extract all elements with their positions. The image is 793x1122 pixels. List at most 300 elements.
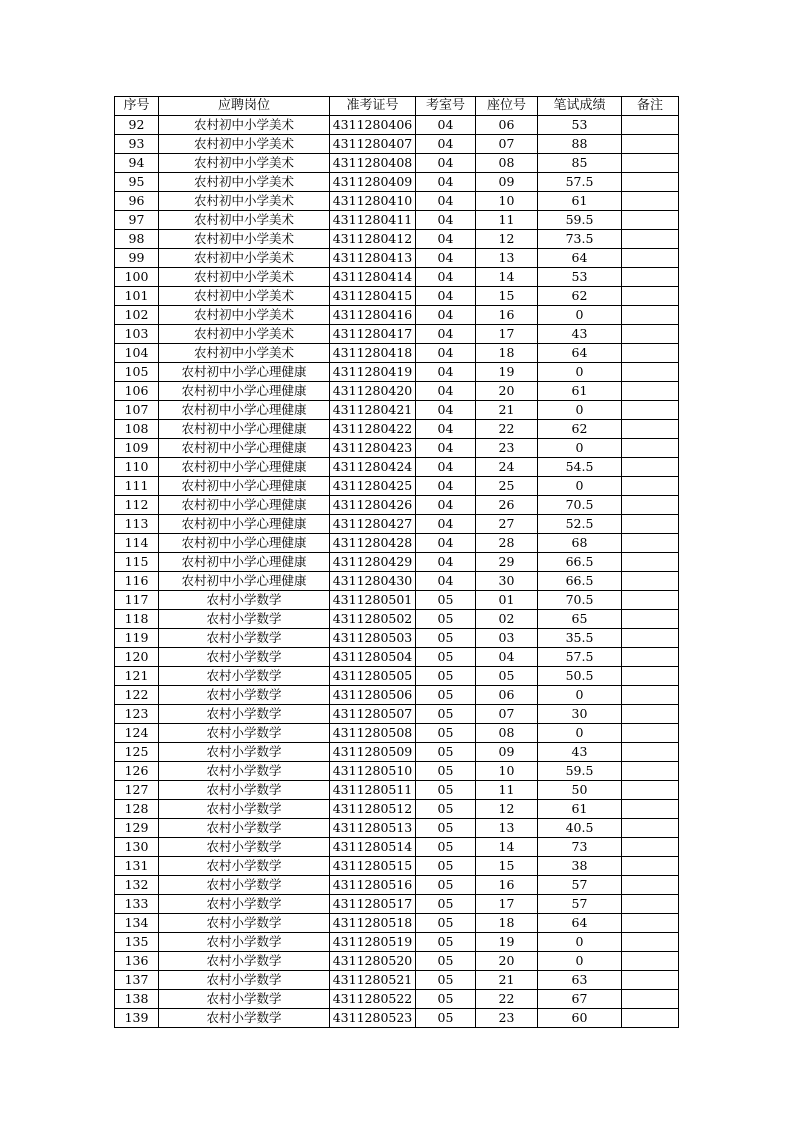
- cell-position: 农村初中小学美术: [159, 116, 330, 135]
- table-row: [115, 249, 679, 268]
- cell-no: 126: [115, 762, 159, 781]
- cell-position: 农村小学数学: [159, 667, 330, 686]
- cell-seat: 14: [476, 838, 538, 857]
- cell-seat: 23: [476, 1009, 538, 1028]
- cell-seat: 17: [476, 895, 538, 914]
- cell-seat: 19: [476, 363, 538, 382]
- table-row: [115, 534, 679, 553]
- table-row: [115, 344, 679, 363]
- cell-seat: 12: [476, 230, 538, 249]
- cell-position: 农村小学数学: [159, 952, 330, 971]
- cell-note: [622, 933, 679, 952]
- cell-note: [622, 211, 679, 230]
- cell-exam-id: 4311280517: [330, 895, 416, 914]
- cell-score: 0: [538, 401, 622, 420]
- cell-seat: 06: [476, 686, 538, 705]
- cell-seat: 03: [476, 629, 538, 648]
- cell-position: 农村初中小学美术: [159, 211, 330, 230]
- cell-score: 63: [538, 971, 622, 990]
- header-seat: 座位号: [476, 97, 538, 116]
- cell-room: 05: [416, 914, 476, 933]
- cell-room: 04: [416, 192, 476, 211]
- table-row: [115, 705, 679, 724]
- table-row: [115, 648, 679, 667]
- cell-room: 05: [416, 724, 476, 743]
- cell-exam-id: 4311280418: [330, 344, 416, 363]
- table-row: [115, 629, 679, 648]
- table-row: [115, 781, 679, 800]
- cell-position: 农村初中小学心理健康: [159, 515, 330, 534]
- cell-note: [622, 629, 679, 648]
- cell-note: [622, 667, 679, 686]
- table-row: [115, 762, 679, 781]
- cell-score: 62: [538, 287, 622, 306]
- cell-exam-id: 4311280421: [330, 401, 416, 420]
- cell-room: 05: [416, 781, 476, 800]
- cell-note: [622, 135, 679, 154]
- cell-note: [622, 458, 679, 477]
- cell-score: 0: [538, 952, 622, 971]
- cell-seat: 10: [476, 192, 538, 211]
- cell-exam-id: 4311280502: [330, 610, 416, 629]
- cell-score: 61: [538, 192, 622, 211]
- cell-position: 农村初中小学美术: [159, 249, 330, 268]
- header-room: 考室号: [416, 97, 476, 116]
- cell-exam-id: 4311280515: [330, 857, 416, 876]
- table-row: [115, 819, 679, 838]
- cell-room: 04: [416, 116, 476, 135]
- cell-position: 农村小学数学: [159, 705, 330, 724]
- cell-no: 105: [115, 363, 159, 382]
- cell-exam-id: 4311280503: [330, 629, 416, 648]
- cell-note: [622, 838, 679, 857]
- cell-seat: 23: [476, 439, 538, 458]
- cell-exam-id: 4311280520: [330, 952, 416, 971]
- cell-position: 农村小学数学: [159, 743, 330, 762]
- table-row: [115, 895, 679, 914]
- cell-position: 农村初中小学心理健康: [159, 553, 330, 572]
- cell-score: 73: [538, 838, 622, 857]
- cell-no: 132: [115, 876, 159, 895]
- cell-no: 111: [115, 477, 159, 496]
- cell-position: 农村初中小学心理健康: [159, 534, 330, 553]
- cell-exam-id: 4311280411: [330, 211, 416, 230]
- cell-no: 115: [115, 553, 159, 572]
- cell-room: 05: [416, 933, 476, 952]
- cell-score: 62: [538, 420, 622, 439]
- table-header: [115, 97, 679, 116]
- cell-score: 43: [538, 325, 622, 344]
- table-row: [115, 306, 679, 325]
- cell-no: 101: [115, 287, 159, 306]
- cell-seat: 20: [476, 382, 538, 401]
- cell-seat: 07: [476, 705, 538, 724]
- cell-seat: 04: [476, 648, 538, 667]
- table-row: [115, 876, 679, 895]
- cell-exam-id: 4311280506: [330, 686, 416, 705]
- cell-position: 农村小学数学: [159, 914, 330, 933]
- cell-score: 57.5: [538, 648, 622, 667]
- score-table: [114, 96, 679, 1028]
- cell-score: 0: [538, 724, 622, 743]
- cell-room: 05: [416, 629, 476, 648]
- cell-seat: 21: [476, 971, 538, 990]
- table-row: [115, 325, 679, 344]
- cell-room: 05: [416, 705, 476, 724]
- cell-seat: 30: [476, 572, 538, 591]
- cell-no: 100: [115, 268, 159, 287]
- table-row: [115, 287, 679, 306]
- cell-score: 43: [538, 743, 622, 762]
- cell-score: 64: [538, 344, 622, 363]
- table-row: [115, 572, 679, 591]
- cell-seat: 11: [476, 781, 538, 800]
- cell-no: 103: [115, 325, 159, 344]
- cell-no: 113: [115, 515, 159, 534]
- cell-no: 130: [115, 838, 159, 857]
- cell-exam-id: 4311280413: [330, 249, 416, 268]
- cell-exam-id: 4311280522: [330, 990, 416, 1009]
- cell-no: 131: [115, 857, 159, 876]
- cell-exam-id: 4311280420: [330, 382, 416, 401]
- cell-note: [622, 306, 679, 325]
- cell-no: 98: [115, 230, 159, 249]
- cell-no: 108: [115, 420, 159, 439]
- cell-position: 农村初中小学心理健康: [159, 458, 330, 477]
- header-position: 应聘岗位: [159, 97, 330, 116]
- cell-exam-id: 4311280505: [330, 667, 416, 686]
- table-row: [115, 952, 679, 971]
- cell-note: [622, 857, 679, 876]
- cell-seat: 13: [476, 249, 538, 268]
- header-no: 序号: [115, 97, 159, 116]
- table-row: [115, 477, 679, 496]
- cell-exam-id: 4311280417: [330, 325, 416, 344]
- cell-room: 05: [416, 591, 476, 610]
- cell-room: 04: [416, 325, 476, 344]
- cell-note: [622, 591, 679, 610]
- cell-exam-id: 4311280514: [330, 838, 416, 857]
- cell-room: 05: [416, 971, 476, 990]
- cell-note: [622, 819, 679, 838]
- cell-note: [622, 971, 679, 990]
- cell-seat: 22: [476, 990, 538, 1009]
- table-row: [115, 439, 679, 458]
- cell-seat: 28: [476, 534, 538, 553]
- cell-position: 农村小学数学: [159, 1009, 330, 1028]
- cell-room: 05: [416, 857, 476, 876]
- table-row: [115, 192, 679, 211]
- cell-room: 05: [416, 648, 476, 667]
- table-row: [115, 458, 679, 477]
- cell-seat: 05: [476, 667, 538, 686]
- cell-seat: 20: [476, 952, 538, 971]
- table-row: [115, 724, 679, 743]
- cell-seat: 07: [476, 135, 538, 154]
- cell-score: 59.5: [538, 762, 622, 781]
- cell-score: 65: [538, 610, 622, 629]
- cell-no: 138: [115, 990, 159, 1009]
- cell-score: 70.5: [538, 496, 622, 515]
- cell-exam-id: 4311280425: [330, 477, 416, 496]
- cell-note: [622, 439, 679, 458]
- cell-no: 106: [115, 382, 159, 401]
- cell-exam-id: 4311280406: [330, 116, 416, 135]
- cell-seat: 25: [476, 477, 538, 496]
- cell-exam-id: 4311280513: [330, 819, 416, 838]
- cell-no: 123: [115, 705, 159, 724]
- cell-note: [622, 686, 679, 705]
- cell-position: 农村初中小学心理健康: [159, 401, 330, 420]
- cell-note: [622, 116, 679, 135]
- table-row: [115, 515, 679, 534]
- cell-room: 04: [416, 458, 476, 477]
- cell-exam-id: 4311280414: [330, 268, 416, 287]
- cell-exam-id: 4311280518: [330, 914, 416, 933]
- cell-no: 96: [115, 192, 159, 211]
- cell-seat: 13: [476, 819, 538, 838]
- cell-room: 05: [416, 838, 476, 857]
- cell-seat: 08: [476, 154, 538, 173]
- cell-seat: 02: [476, 610, 538, 629]
- cell-seat: 15: [476, 857, 538, 876]
- cell-exam-id: 4311280410: [330, 192, 416, 211]
- cell-no: 125: [115, 743, 159, 762]
- cell-exam-id: 4311280507: [330, 705, 416, 724]
- cell-exam-id: 4311280429: [330, 553, 416, 572]
- cell-score: 57.5: [538, 173, 622, 192]
- table-row: [115, 591, 679, 610]
- cell-no: 137: [115, 971, 159, 990]
- cell-no: 117: [115, 591, 159, 610]
- cell-score: 66.5: [538, 553, 622, 572]
- cell-seat: 08: [476, 724, 538, 743]
- cell-room: 04: [416, 363, 476, 382]
- table-row: [115, 857, 679, 876]
- table-row: [115, 800, 679, 819]
- table-row: [115, 401, 679, 420]
- cell-seat: 09: [476, 743, 538, 762]
- cell-exam-id: 4311280523: [330, 1009, 416, 1028]
- cell-room: 04: [416, 306, 476, 325]
- cell-note: [622, 895, 679, 914]
- cell-seat: 12: [476, 800, 538, 819]
- cell-room: 04: [416, 553, 476, 572]
- cell-score: 50: [538, 781, 622, 800]
- cell-note: [622, 800, 679, 819]
- cell-no: 94: [115, 154, 159, 173]
- cell-note: [622, 610, 679, 629]
- cell-exam-id: 4311280516: [330, 876, 416, 895]
- cell-room: 05: [416, 610, 476, 629]
- cell-score: 0: [538, 363, 622, 382]
- cell-exam-id: 4311280412: [330, 230, 416, 249]
- cell-note: [622, 268, 679, 287]
- cell-note: [622, 496, 679, 515]
- header-row: [115, 97, 679, 116]
- cell-note: [622, 192, 679, 211]
- cell-room: 04: [416, 344, 476, 363]
- cell-exam-id: 4311280512: [330, 800, 416, 819]
- cell-score: 0: [538, 439, 622, 458]
- cell-exam-id: 4311280427: [330, 515, 416, 534]
- cell-score: 53: [538, 116, 622, 135]
- cell-note: [622, 477, 679, 496]
- cell-room: 05: [416, 819, 476, 838]
- cell-room: 05: [416, 990, 476, 1009]
- cell-seat: 18: [476, 914, 538, 933]
- cell-position: 农村小学数学: [159, 895, 330, 914]
- cell-exam-id: 4311280416: [330, 306, 416, 325]
- cell-position: 农村小学数学: [159, 724, 330, 743]
- cell-note: [622, 876, 679, 895]
- cell-no: 139: [115, 1009, 159, 1028]
- cell-no: 93: [115, 135, 159, 154]
- cell-seat: 01: [476, 591, 538, 610]
- cell-position: 农村初中小学心理健康: [159, 496, 330, 515]
- cell-seat: 09: [476, 173, 538, 192]
- cell-note: [622, 724, 679, 743]
- cell-room: 04: [416, 515, 476, 534]
- table-row: [115, 496, 679, 515]
- cell-no: 95: [115, 173, 159, 192]
- cell-score: 0: [538, 477, 622, 496]
- cell-no: 109: [115, 439, 159, 458]
- cell-note: [622, 287, 679, 306]
- cell-exam-id: 4311280510: [330, 762, 416, 781]
- cell-no: 92: [115, 116, 159, 135]
- cell-position: 农村小学数学: [159, 876, 330, 895]
- table-row: [115, 154, 679, 173]
- cell-seat: 21: [476, 401, 538, 420]
- cell-score: 57: [538, 895, 622, 914]
- cell-seat: 15: [476, 287, 538, 306]
- cell-room: 05: [416, 667, 476, 686]
- cell-score: 30: [538, 705, 622, 724]
- cell-no: 104: [115, 344, 159, 363]
- table-row: [115, 933, 679, 952]
- table-row: [115, 363, 679, 382]
- cell-score: 0: [538, 686, 622, 705]
- cell-note: [622, 249, 679, 268]
- cell-room: 04: [416, 135, 476, 154]
- cell-exam-id: 4311280422: [330, 420, 416, 439]
- cell-room: 05: [416, 895, 476, 914]
- cell-seat: 17: [476, 325, 538, 344]
- cell-note: [622, 1009, 679, 1028]
- cell-note: [622, 344, 679, 363]
- cell-score: 35.5: [538, 629, 622, 648]
- cell-note: [622, 762, 679, 781]
- cell-exam-id: 4311280504: [330, 648, 416, 667]
- cell-exam-id: 4311280419: [330, 363, 416, 382]
- cell-score: 61: [538, 382, 622, 401]
- cell-room: 04: [416, 211, 476, 230]
- cell-room: 04: [416, 249, 476, 268]
- cell-room: 05: [416, 952, 476, 971]
- cell-no: 135: [115, 933, 159, 952]
- cell-score: 57: [538, 876, 622, 895]
- cell-score: 85: [538, 154, 622, 173]
- cell-exam-id: 4311280428: [330, 534, 416, 553]
- cell-position: 农村初中小学美术: [159, 135, 330, 154]
- cell-exam-id: 4311280407: [330, 135, 416, 154]
- cell-position: 农村小学数学: [159, 800, 330, 819]
- cell-position: 农村小学数学: [159, 591, 330, 610]
- cell-note: [622, 990, 679, 1009]
- cell-note: [622, 743, 679, 762]
- cell-score: 40.5: [538, 819, 622, 838]
- table-row: [115, 211, 679, 230]
- cell-note: [622, 154, 679, 173]
- cell-position: 农村初中小学心理健康: [159, 382, 330, 401]
- cell-position: 农村初中小学美术: [159, 268, 330, 287]
- cell-score: 68: [538, 534, 622, 553]
- cell-exam-id: 4311280501: [330, 591, 416, 610]
- table-row: [115, 686, 679, 705]
- cell-score: 73.5: [538, 230, 622, 249]
- cell-no: 110: [115, 458, 159, 477]
- cell-note: [622, 325, 679, 344]
- cell-exam-id: 4311280424: [330, 458, 416, 477]
- cell-score: 60: [538, 1009, 622, 1028]
- cell-position: 农村小学数学: [159, 819, 330, 838]
- cell-room: 04: [416, 534, 476, 553]
- cell-seat: 22: [476, 420, 538, 439]
- cell-position: 农村初中小学美术: [159, 344, 330, 363]
- cell-room: 05: [416, 762, 476, 781]
- cell-no: 114: [115, 534, 159, 553]
- table-row: [115, 553, 679, 572]
- cell-score: 67: [538, 990, 622, 1009]
- cell-seat: 11: [476, 211, 538, 230]
- cell-score: 70.5: [538, 591, 622, 610]
- cell-room: 04: [416, 439, 476, 458]
- table-row: [115, 667, 679, 686]
- cell-room: 05: [416, 800, 476, 819]
- table-row: [115, 135, 679, 154]
- cell-seat: 16: [476, 306, 538, 325]
- cell-note: [622, 648, 679, 667]
- cell-no: 127: [115, 781, 159, 800]
- cell-exam-id: 4311280415: [330, 287, 416, 306]
- table-row: [115, 1009, 679, 1028]
- cell-note: [622, 230, 679, 249]
- cell-no: 119: [115, 629, 159, 648]
- cell-position: 农村初中小学心理健康: [159, 477, 330, 496]
- cell-note: [622, 705, 679, 724]
- cell-note: [622, 952, 679, 971]
- header-note: 备注: [622, 97, 679, 116]
- cell-room: 04: [416, 287, 476, 306]
- cell-room: 04: [416, 154, 476, 173]
- cell-note: [622, 420, 679, 439]
- cell-seat: 18: [476, 344, 538, 363]
- cell-exam-id: 4311280408: [330, 154, 416, 173]
- table-row: [115, 914, 679, 933]
- cell-no: 102: [115, 306, 159, 325]
- cell-room: 05: [416, 686, 476, 705]
- cell-position: 农村小学数学: [159, 648, 330, 667]
- cell-position: 农村初中小学心理健康: [159, 420, 330, 439]
- cell-exam-id: 4311280508: [330, 724, 416, 743]
- cell-position: 农村小学数学: [159, 762, 330, 781]
- cell-seat: 19: [476, 933, 538, 952]
- table-row: [115, 743, 679, 762]
- cell-no: 116: [115, 572, 159, 591]
- cell-score: 0: [538, 933, 622, 952]
- cell-note: [622, 363, 679, 382]
